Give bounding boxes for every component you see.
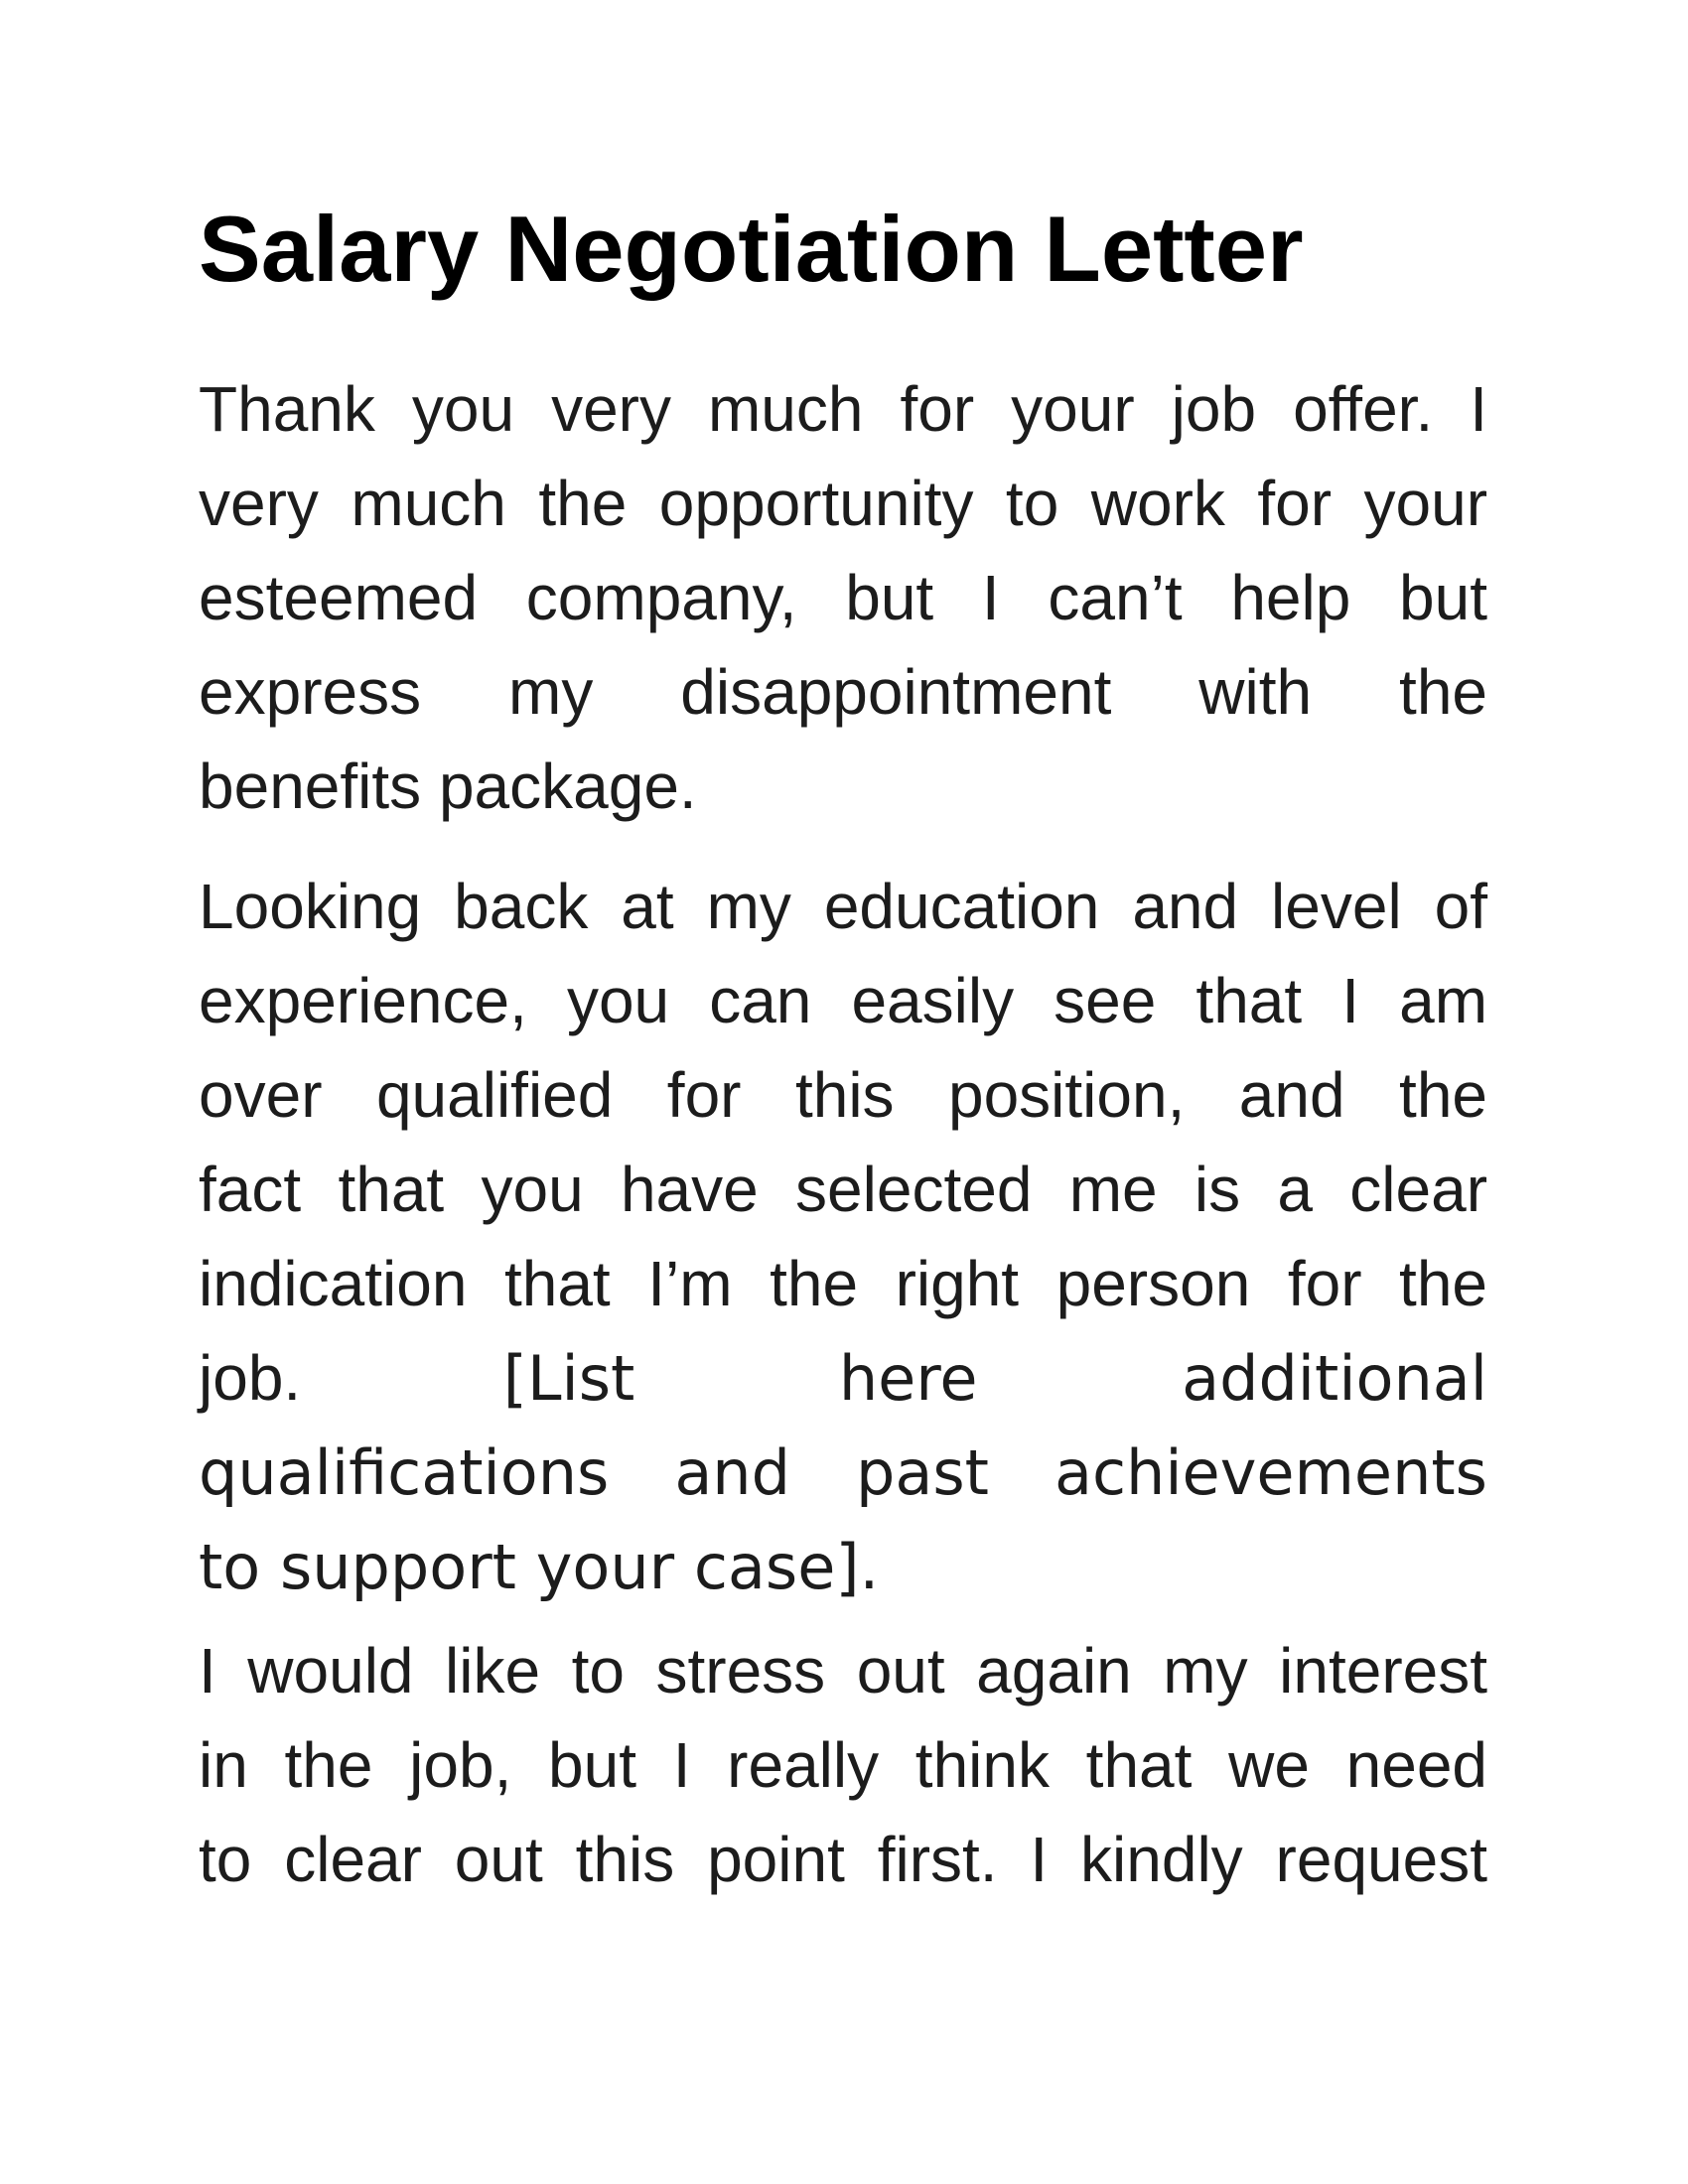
text-line: experience, you can easily see that I am [199,965,1487,1036]
text-line: to clear out this point first. I kindly request [199,1824,1487,1895]
placeholder-instruction: [List here additional [502,1342,1488,1415]
text-line: indication that I’m the right person for the [199,1248,1487,1319]
text-line [199,1520,1487,1614]
text-line: very much the opportunity to work for your [199,468,1487,539]
placeholder-instruction: qualifications and past achievements [199,1436,1487,1509]
text-line: Looking back at my education and level of [199,871,1487,942]
text-line: Thank you very much for your job offer. I [199,373,1487,445]
paragraph-3 [199,1624,1487,1907]
text-line: over qualified for this position, and the [199,1059,1487,1131]
text-line [199,1426,1487,1520]
text-line: I would like to stress out again my interest [199,1635,1487,1706]
text-line: benefits package. [199,751,697,822]
text-line-mixed [199,1331,1487,1426]
text-segment: job. [199,1342,503,1414]
paragraph-2 [199,860,1487,1614]
paragraph-1 [199,362,1487,834]
text-line: express my disappointment with the [199,656,1487,728]
text-line: fact that you have selected me is a clear [199,1154,1487,1225]
placeholder-instruction: to support your case]. [199,1531,880,1603]
document-title: Salary Negotiation Letter [199,197,1304,301]
text-line: in the job, but I really think that we need [199,1729,1487,1801]
text-line: esteemed company, but I can’t help but [199,562,1487,633]
